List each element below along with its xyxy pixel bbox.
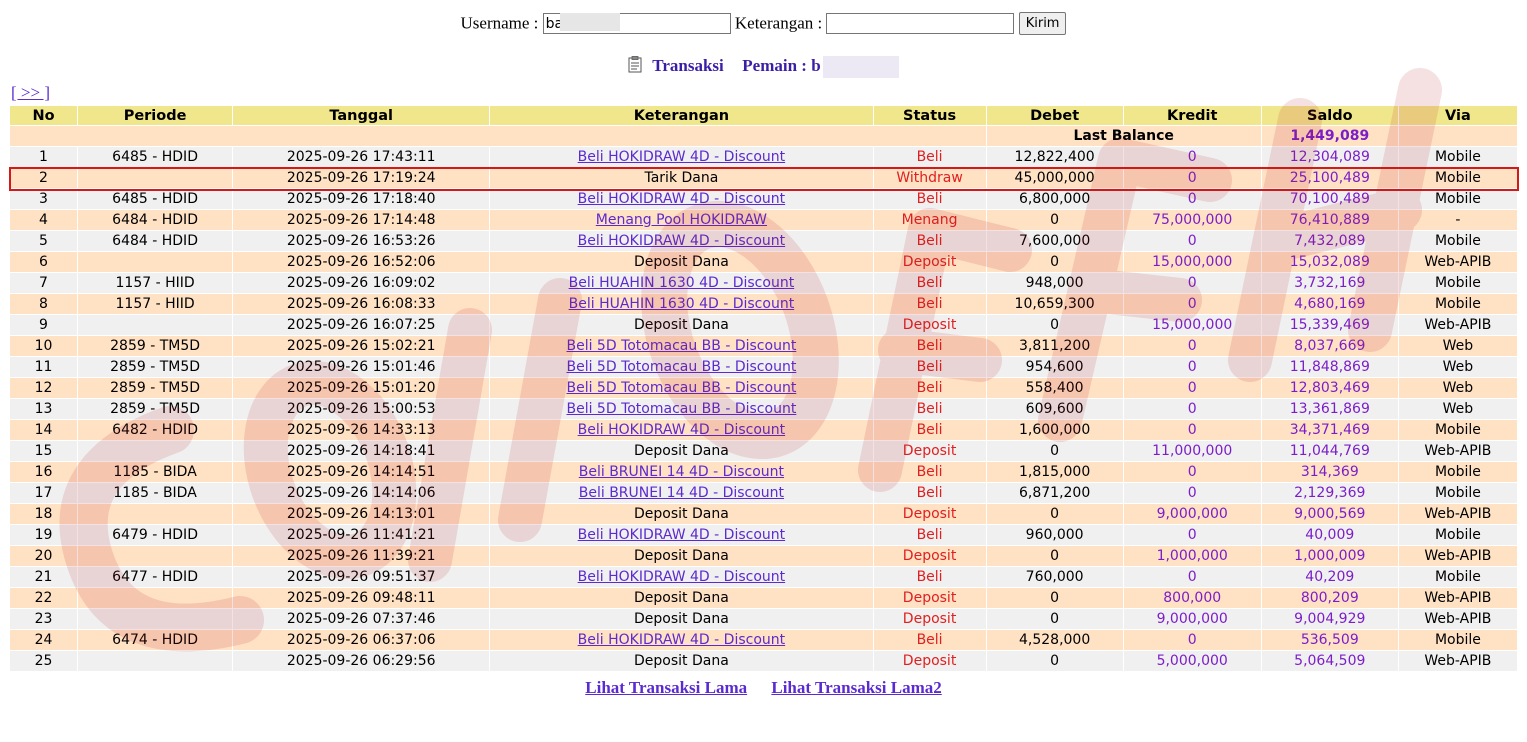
cell-kredit: 0 [1124,168,1261,188]
keterangan-label: Keterangan : [734,13,823,33]
cell-via: Mobile [1399,273,1517,293]
cell-kredit: 0 [1124,336,1261,356]
table-row [10,210,1517,230]
cell-kredit: 5,000,000 [1124,651,1261,671]
table-row [10,546,1517,566]
cell-keterangan [490,147,872,167]
cell-tanggal: 2025-09-26 15:01:46 [233,357,489,377]
table-row [10,399,1517,419]
cell-status: Beli [874,399,986,419]
cell-via: Web-APIB [1399,609,1517,629]
transaction-detail-link[interactable]: Beli BRUNEI 14 4D - Discount [578,485,785,501]
cell-tanggal: 2025-09-26 09:51:37 [233,567,489,587]
cell-via: Mobile [1399,168,1517,188]
col-kredit[interactable]: Kredit [1124,106,1261,125]
table-row [10,168,1517,188]
cell-periode: 2859 - TM5D [78,399,232,419]
cell-debet: 1,600,000 [987,420,1123,440]
cell-keterangan: Deposit Dana [490,504,872,524]
table-row [10,294,1517,314]
cell-saldo: 314,369 [1262,462,1398,482]
cell-via: Mobile [1399,189,1517,209]
cell-debet: 760,000 [987,567,1123,587]
cell-keterangan [490,231,872,251]
cell-no: 3 [10,189,77,209]
cell-tanggal: 2025-09-26 06:29:56 [233,651,489,671]
cell-no: 9 [10,315,77,335]
cell-kredit: 75,000,000 [1124,210,1261,230]
cell-via: Mobile [1399,630,1517,650]
cell-periode [78,588,232,608]
table-row [10,315,1517,335]
cell-tanggal: 2025-09-26 16:09:02 [233,273,489,293]
cell-kredit: 11,000,000 [1124,441,1261,461]
cell-status: Beli [874,273,986,293]
cell-tanggal: 2025-09-26 16:08:33 [233,294,489,314]
col-keterangan[interactable]: Keterangan [490,106,872,125]
cell-keterangan [490,378,872,398]
cell-via: Mobile [1399,483,1517,503]
table-row [10,609,1517,629]
cell-status: Deposit [874,546,986,566]
cell-tanggal: 2025-09-26 15:00:53 [233,399,489,419]
col-no[interactable]: No [10,106,77,125]
cell-keterangan [490,189,872,209]
cell-via: Web [1399,357,1517,377]
cell-debet: 6,800,000 [987,189,1123,209]
next-page-link[interactable]: [ >> ] [11,83,50,102]
cell-saldo: 15,339,469 [1262,315,1398,335]
cell-periode: 2859 - TM5D [78,378,232,398]
cell-saldo: 4,680,169 [1262,294,1398,314]
cell-keterangan [490,210,872,230]
cell-periode: 2859 - TM5D [78,336,232,356]
cell-keterangan: Deposit Dana [490,252,872,272]
transaction-detail-link[interactable]: Beli 5D Totomacau BB - Discount [566,380,797,396]
cell-kredit: 800,000 [1124,588,1261,608]
cell-no: 17 [10,483,77,503]
cell-periode: 6485 - HDID [78,147,232,167]
cell-status: Deposit [874,609,986,629]
cell-tanggal: 2025-09-26 14:13:01 [233,504,489,524]
table-row [10,252,1517,272]
cell-tanggal: 2025-09-26 11:39:21 [233,546,489,566]
cell-tanggal: 2025-09-26 16:07:25 [233,315,489,335]
table-row [10,504,1517,524]
cell-no: 14 [10,420,77,440]
cell-no: 20 [10,546,77,566]
transaction-detail-link[interactable]: Beli HOKIDRAW 4D - Discount [577,632,786,648]
cell-no: 4 [10,210,77,230]
table-row [10,462,1517,482]
keterangan-input[interactable] [826,13,1014,34]
cell-saldo: 15,032,089 [1262,252,1398,272]
cell-tanggal: 2025-09-26 17:18:40 [233,189,489,209]
transaction-detail-link[interactable]: Beli 5D Totomacau BB - Discount [566,338,797,354]
cell-saldo: 8,037,669 [1262,336,1398,356]
cell-no: 13 [10,399,77,419]
cell-kredit: 0 [1124,567,1261,587]
transaction-detail-link[interactable]: Menang Pool HOKIDRAW [595,212,768,228]
cell-tanggal: 2025-09-26 15:02:21 [233,336,489,356]
cell-kredit: 0 [1124,630,1261,650]
cell-debet: 558,400 [987,378,1123,398]
cell-status: Deposit [874,651,986,671]
col-tanggal[interactable]: Tanggal [233,106,489,125]
cell-periode [78,315,232,335]
cell-no: 7 [10,273,77,293]
cell-no: 18 [10,504,77,524]
cell-keterangan: Tarik Dana [490,168,872,188]
cell-status: Deposit [874,315,986,335]
cell-tanggal: 2025-09-26 06:37:06 [233,630,489,650]
cell-saldo: 40,209 [1262,567,1398,587]
cell-debet: 0 [987,651,1123,671]
cell-kredit: 0 [1124,378,1261,398]
search-form [0,12,1527,35]
cell-status: Beli [874,231,986,251]
cell-debet: 7,600,000 [987,231,1123,251]
cell-status: Beli [874,336,986,356]
cell-status: Menang [874,210,986,230]
cell-via: Mobile [1399,567,1517,587]
cell-periode: 6484 - HDID [78,210,232,230]
last-balance-row [10,126,1517,146]
cell-no: 11 [10,357,77,377]
cell-kredit: 15,000,000 [1124,252,1261,272]
cell-periode [78,609,232,629]
cell-saldo: 5,064,509 [1262,651,1398,671]
cell-periode: 6482 - HDID [78,420,232,440]
cell-periode [78,546,232,566]
cell-no: 16 [10,462,77,482]
cell-periode: 6477 - HDID [78,567,232,587]
cell-status: Deposit [874,504,986,524]
table-row [10,273,1517,293]
cell-saldo: 3,732,169 [1262,273,1398,293]
cell-via: Mobile [1399,420,1517,440]
cell-debet: 609,600 [987,399,1123,419]
cell-saldo: 11,848,869 [1262,357,1398,377]
cell-tanggal: 2025-09-26 14:33:13 [233,420,489,440]
cell-via: Web-APIB [1399,651,1517,671]
transactions-table [9,105,1518,672]
cell-via: Mobile [1399,525,1517,545]
cell-periode: 6485 - HDID [78,189,232,209]
cell-tanggal: 2025-09-26 16:53:26 [233,231,489,251]
cell-debet: 0 [987,546,1123,566]
cell-via: Mobile [1399,231,1517,251]
cell-kredit: 0 [1124,147,1261,167]
cell-via: Web [1399,399,1517,419]
old-transactions2-link[interactable]: Lihat Transaksi Lama2 [771,678,942,697]
cell-kredit: 0 [1124,483,1261,503]
table-row [10,189,1517,209]
cell-no: 1 [10,147,77,167]
cell-keterangan [490,273,872,293]
cell-status: Beli [874,462,986,482]
cell-kredit: 0 [1124,357,1261,377]
table-row [10,231,1517,251]
cell-debet: 948,000 [987,273,1123,293]
cell-debet: 0 [987,441,1123,461]
cell-saldo: 70,100,489 [1262,189,1398,209]
cell-saldo: 536,509 [1262,630,1398,650]
cell-keterangan [490,630,872,650]
username-redaction [560,13,620,31]
cell-keterangan: Deposit Dana [490,441,872,461]
cell-periode [78,504,232,524]
cell-debet: 12,822,400 [987,147,1123,167]
cell-status: Deposit [874,588,986,608]
cell-keterangan [490,399,872,419]
cell-periode: 2859 - TM5D [78,357,232,377]
cell-saldo: 9,004,929 [1262,609,1398,629]
cell-keterangan: Deposit Dana [490,546,872,566]
transaction-detail-link[interactable]: Beli HOKIDRAW 4D - Discount [577,149,786,165]
col-saldo[interactable]: Saldo [1262,106,1398,125]
cell-kredit: 0 [1124,525,1261,545]
table-header [10,106,1517,125]
cell-no: 5 [10,231,77,251]
cell-kredit: 0 [1124,189,1261,209]
cell-kredit: 9,000,000 [1124,609,1261,629]
cell-kredit: 1,000,000 [1124,546,1261,566]
cell-debet: 6,871,200 [987,483,1123,503]
cell-keterangan [490,567,872,587]
col-debet[interactable]: Debet [987,106,1123,125]
transaction-detail-link[interactable]: Beli HUAHIN 1630 4D - Discount [568,275,795,291]
page-title [0,56,1527,78]
table-row [10,567,1517,587]
transaction-detail-link[interactable]: Beli 5D Totomacau BB - Discount [566,401,797,417]
cell-periode: 1157 - HIID [78,294,232,314]
cell-tanggal: 2025-09-26 09:48:11 [233,588,489,608]
cell-via: Web [1399,336,1517,356]
cell-keterangan: Deposit Dana [490,609,872,629]
cell-keterangan: Deposit Dana [490,588,872,608]
cell-via: Web-APIB [1399,504,1517,524]
cell-tanggal: 2025-09-26 07:37:46 [233,609,489,629]
cell-debet: 0 [987,315,1123,335]
cell-tanggal: 2025-09-26 14:14:06 [233,483,489,503]
cell-keterangan [490,420,872,440]
cell-via: Mobile [1399,462,1517,482]
cell-debet: 960,000 [987,525,1123,545]
cell-kredit: 0 [1124,231,1261,251]
cell-keterangan [490,525,872,545]
cell-periode: 1185 - BIDA [78,483,232,503]
cell-saldo: 25,100,489 [1262,168,1398,188]
cell-periode: 1185 - BIDA [78,462,232,482]
col-status[interactable]: Status [874,106,986,125]
cell-periode [78,168,232,188]
cell-status: Beli [874,630,986,650]
transaction-detail-link[interactable]: Beli 5D Totomacau BB - Discount [566,359,797,375]
cell-periode: 1157 - HIID [78,273,232,293]
cell-kredit: 0 [1124,420,1261,440]
cell-via: Web [1399,378,1517,398]
cell-keterangan [490,357,872,377]
cell-debet: 1,815,000 [987,462,1123,482]
title-text: Transaksi [652,56,724,75]
cell-debet: 4,528,000 [987,630,1123,650]
cell-status: Beli [874,420,986,440]
cell-via: - [1399,210,1517,230]
cell-periode [78,651,232,671]
cell-tanggal: 2025-09-26 17:19:24 [233,168,489,188]
submit-button[interactable]: Kirim [1019,12,1067,35]
cell-status: Beli [874,357,986,377]
cell-debet: 0 [987,210,1123,230]
cell-debet: 0 [987,588,1123,608]
table-row [10,651,1517,671]
cell-tanggal: 2025-09-26 16:52:06 [233,252,489,272]
cell-status: Withdraw [874,168,986,188]
cell-saldo: 34,371,469 [1262,420,1398,440]
cell-saldo: 40,009 [1262,525,1398,545]
cell-kredit: 0 [1124,462,1261,482]
cell-keterangan: Deposit Dana [490,315,872,335]
cell-via: Mobile [1399,147,1517,167]
cell-tanggal: 2025-09-26 11:41:21 [233,525,489,545]
cell-no: 25 [10,651,77,671]
cell-status: Beli [874,378,986,398]
cell-no: 19 [10,525,77,545]
cell-no: 12 [10,378,77,398]
table-row [10,588,1517,608]
cell-keterangan [490,483,872,503]
cell-debet: 954,600 [987,357,1123,377]
cell-status: Deposit [874,252,986,272]
cell-saldo: 13,361,869 [1262,399,1398,419]
cell-no: 6 [10,252,77,272]
transaction-detail-link[interactable]: Beli HOKIDRAW 4D - Discount [577,527,786,543]
table-row [10,441,1517,461]
cell-no: 22 [10,588,77,608]
cell-via: Web-APIB [1399,588,1517,608]
cell-via: Web-APIB [1399,315,1517,335]
cell-saldo: 7,432,089 [1262,231,1398,251]
cell-saldo: 9,000,569 [1262,504,1398,524]
cell-tanggal: 2025-09-26 14:14:51 [233,462,489,482]
cell-tanggal: 2025-09-26 15:01:20 [233,378,489,398]
player-name-redaction [823,56,899,78]
table-row [10,420,1517,440]
cell-no: 10 [10,336,77,356]
cell-status: Beli [874,483,986,503]
cell-no: 24 [10,630,77,650]
cell-status: Beli [874,147,986,167]
cell-debet: 0 [987,609,1123,629]
cell-keterangan [490,462,872,482]
cell-keterangan: Deposit Dana [490,651,872,671]
transaction-detail-link[interactable]: Beli HOKIDRAW 4D - Discount [577,422,786,438]
col-periode[interactable]: Periode [78,106,232,125]
cell-status: Beli [874,525,986,545]
cell-kredit: 15,000,000 [1124,315,1261,335]
cell-saldo: 12,803,469 [1262,378,1398,398]
cell-debet: 45,000,000 [987,168,1123,188]
cell-status: Beli [874,567,986,587]
last-balance-value: 1,449,089 [1262,126,1398,146]
transaction-detail-link[interactable]: Beli HUAHIN 1630 4D - Discount [568,296,795,312]
cell-periode: 6484 - HDID [78,231,232,251]
old-transactions-link[interactable]: Lihat Transaksi Lama [585,678,748,697]
cell-tanggal: 2025-09-26 17:43:11 [233,147,489,167]
cell-kredit: 0 [1124,294,1261,314]
cell-no: 21 [10,567,77,587]
cell-periode: 6479 - HDID [78,525,232,545]
transaction-detail-link[interactable]: Beli BRUNEI 14 4D - Discount [578,464,785,480]
cell-via: Web-APIB [1399,441,1517,461]
cell-saldo: 11,044,769 [1262,441,1398,461]
cell-keterangan [490,336,872,356]
cell-keterangan [490,294,872,314]
cell-kredit: 0 [1124,273,1261,293]
cell-debet: 0 [987,252,1123,272]
footer-links [0,678,1527,698]
cell-kredit: 9,000,000 [1124,504,1261,524]
cell-status: Beli [874,189,986,209]
table-row [10,525,1517,545]
cell-no: 2 [10,168,77,188]
cell-saldo: 2,129,369 [1262,483,1398,503]
cell-debet: 3,811,200 [987,336,1123,356]
cell-kredit: 0 [1124,399,1261,419]
cell-periode: 6474 - HDID [78,630,232,650]
cell-no: 8 [10,294,77,314]
cell-no: 15 [10,441,77,461]
cell-via: Mobile [1399,294,1517,314]
transaction-detail-link[interactable]: Beli HOKIDRAW 4D - Discount [577,191,786,207]
cell-periode [78,441,232,461]
transaction-detail-link[interactable]: Beli HOKIDRAW 4D - Discount [577,569,786,585]
cell-debet: 10,659,300 [987,294,1123,314]
cell-status: Deposit [874,441,986,461]
table-row [10,378,1517,398]
username-label: Username : [460,13,539,33]
transaction-detail-link[interactable]: Beli HOKIDRAW 4D - Discount [577,233,786,249]
cell-saldo: 800,209 [1262,588,1398,608]
cell-saldo: 76,410,889 [1262,210,1398,230]
cell-tanggal: 2025-09-26 14:18:41 [233,441,489,461]
cell-via: Web-APIB [1399,252,1517,272]
cell-no: 23 [10,609,77,629]
table-row [10,483,1517,503]
table-row [10,147,1517,167]
cell-saldo: 1,000,009 [1262,546,1398,566]
table-row [10,630,1517,650]
cell-periode [78,252,232,272]
cell-debet: 0 [987,504,1123,524]
clipboard-icon [628,56,642,78]
cell-saldo: 12,304,089 [1262,147,1398,167]
cell-tanggal: 2025-09-26 17:14:48 [233,210,489,230]
table-row [10,357,1517,377]
col-via[interactable]: Via [1399,106,1517,125]
table-row [10,336,1517,356]
player-label: Pemain : b [742,56,821,75]
last-balance-label: Last Balance [987,126,1261,146]
cell-status: Beli [874,294,986,314]
cell-via: Web-APIB [1399,546,1517,566]
